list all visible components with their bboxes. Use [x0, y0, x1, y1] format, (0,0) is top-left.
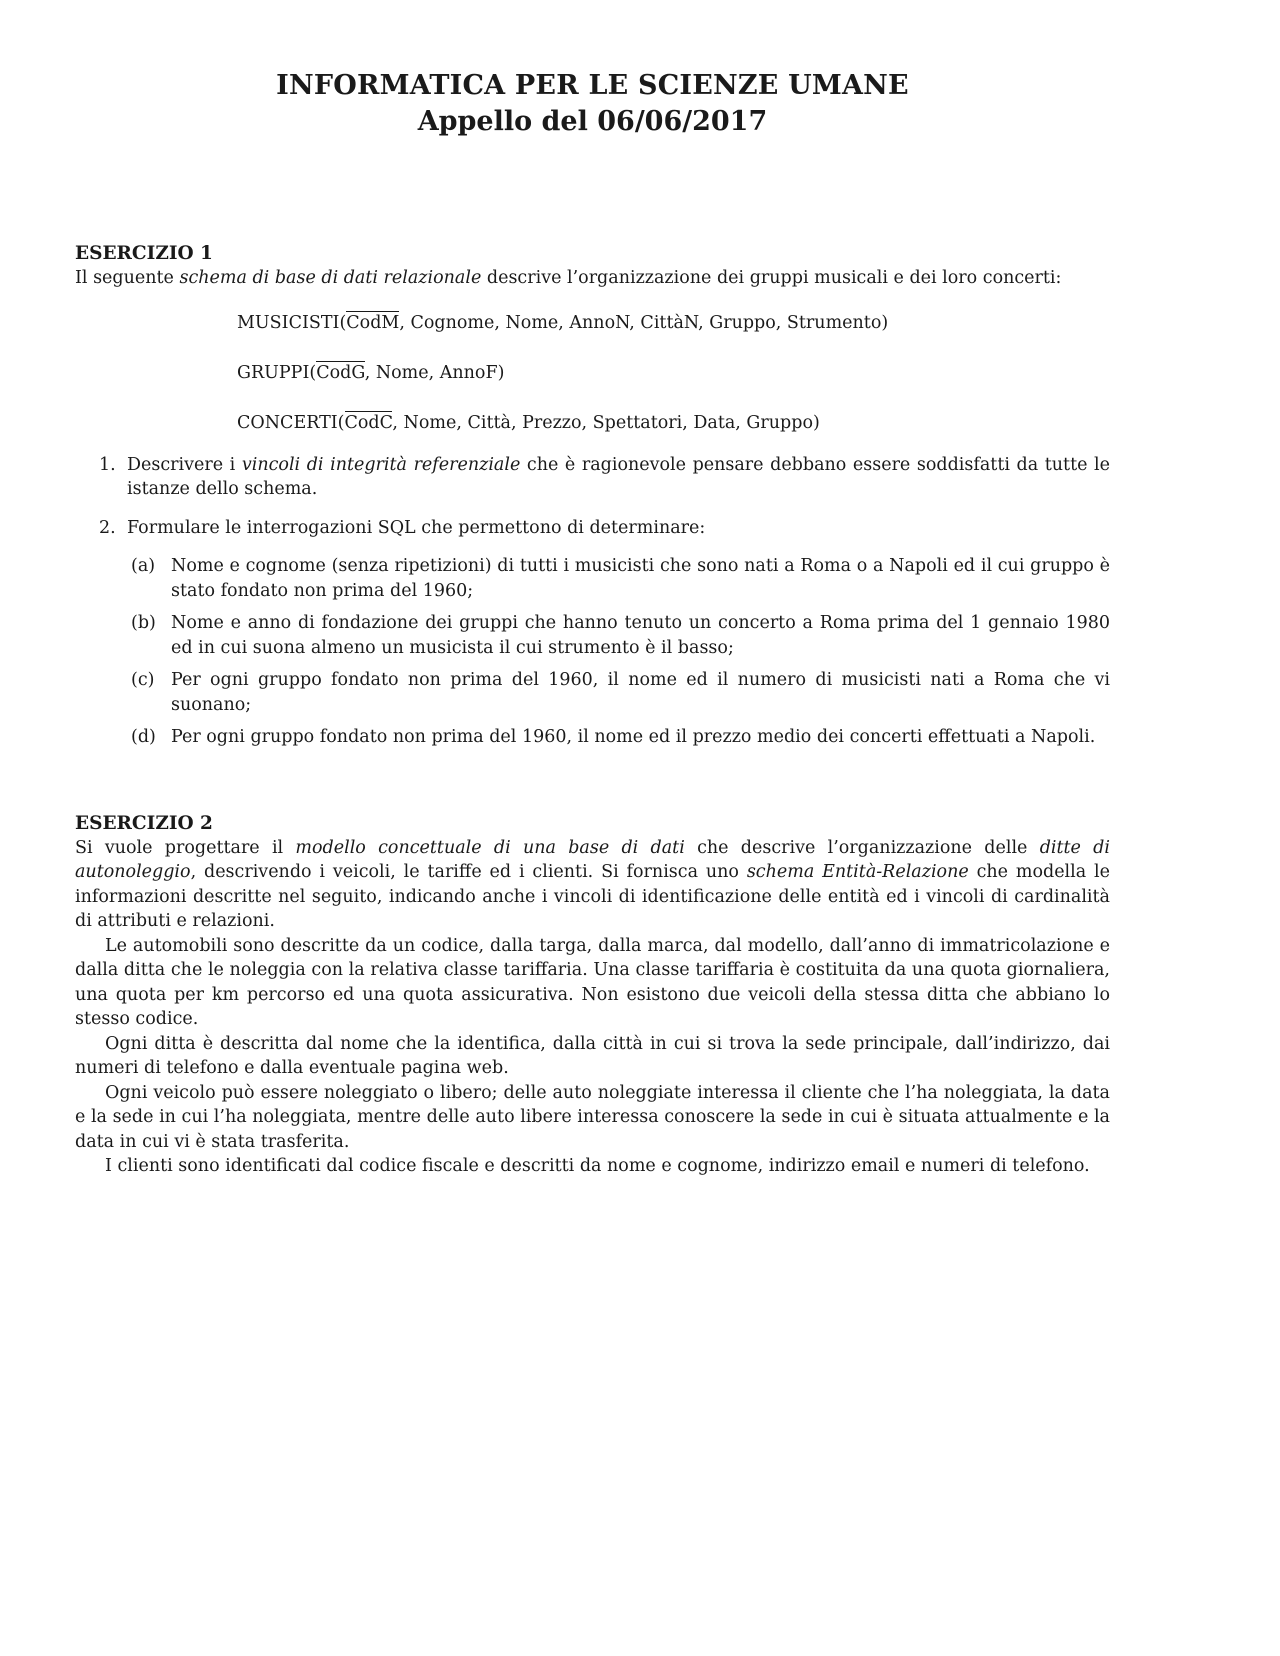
exercise-1-intro [75, 266, 1110, 291]
task-1 [75, 453, 1110, 502]
schema-concerti [237, 411, 1110, 435]
attributes: , Nome, AnnoF) [364, 362, 505, 383]
p1-text-c: , descrivendo i veicoli, le tariffe ed i clienti. Si fornisca uno [190, 862, 747, 882]
query-text: Nome e cognome (senza ripetizioni) di tutti i musicisti che sono nati a Roma o a Napoli ed il cui gruppo è stato fondato non prima del 1960; [171, 556, 1110, 601]
p1-text-a: Si vuole progettare il [75, 837, 296, 858]
task-1-text-b: che è ragionevole pensare debbano essere soddisfatti da tutte le istanze dello schema. [127, 454, 1110, 499]
primary-key: CodM [346, 312, 400, 333]
query-label: (a) [131, 556, 156, 576]
p1-text-d: che modella le informazioni descritte nel seguito, indicando anche i vincoli di identificazione delle entità ed i vincoli di cardinalità di attributi e relazioni. [75, 862, 1110, 931]
intro-text-2: descrive l’organizzazione dei gruppi musicali e dei loro concerti: [481, 268, 1062, 288]
task-2 [75, 516, 1110, 750]
primary-key: CodC [344, 412, 393, 433]
intro-text-1: Il seguente [75, 268, 180, 288]
schema-musicisti [237, 311, 1110, 335]
task-list [75, 453, 1110, 750]
query-label: (c) [131, 670, 155, 690]
query-list [127, 554, 1110, 750]
task-1-emphasis: vincoli di integrità referenziale [241, 454, 521, 475]
task-1-text [127, 453, 1110, 502]
exercise-2-paragraph-1 [75, 836, 1110, 934]
table-name: CONCERTI( [237, 412, 345, 433]
schema-gruppi [237, 361, 1110, 385]
p1-emphasis-3: schema Entità-Relazione [746, 862, 969, 882]
task-2-text: Formulare le interrogazioni SQL che permettono di determinare: [127, 517, 706, 538]
query-item [127, 554, 1110, 603]
p1-emphasis-2: ditte di autonoleggio [75, 837, 1110, 882]
query-item [127, 725, 1110, 750]
document-title: INFORMATICA PER LE SCIENZE UMANE [276, 70, 909, 101]
table-name: MUSICISTI( [237, 312, 347, 333]
query-text: Per ogni gruppo fondato non prima del 1960, il nome ed il prezzo medio dei concerti effettuati a Napoli. [171, 727, 1096, 747]
attributes: , Cognome, Nome, AnnoN, CittàN, Gruppo, Strumento) [399, 312, 889, 333]
exercise-1 [75, 242, 1110, 750]
query-item [127, 668, 1110, 717]
query-item [127, 611, 1110, 660]
relational-schema [237, 311, 1110, 435]
table-name: GRUPPI( [237, 362, 317, 383]
exercise-2-paragraph-5: I clienti sono identificati dal codice fiscale e descritti da nome e cognome, indirizzo email e numeri di telefono. [105, 1156, 1090, 1176]
intro-emphasis: schema di base di dati relazionale [179, 268, 482, 288]
query-text: Per ogni gruppo fondato non prima del 1960, il nome ed il numero di musicisti nati a Roma che vi suonano; [171, 670, 1110, 715]
exercise-2-paragraph-4: Ogni veicolo può essere noleggiato o libero; delle auto noleggiate interessa il cliente che l’ha noleggiata, la data e la sede in cui l’ha noleggiata, mentre delle auto libere interessa conoscere la sede in cui è situata attualmente e la data in cui vi è stata trasferita. [75, 1082, 1110, 1152]
task-number: 1. [99, 454, 116, 475]
exercise-2-paragraph-3: Ogni ditta è descritta dal nome che la identifica, dalla città in cui si trova la sede principale, dall’indirizzo, dai numeri di telefono e dalla eventuale pagina web. [75, 1033, 1110, 1078]
exercise-2-paragraph-2: Le automobili sono descritte da un codice, dalla targa, dalla marca, dal modello, dall’anno di immatricolazione e dalla ditta che le noleggia con la relativa classe tariffaria. Una classe tariffaria è costituita da una quota giornaliera, una quota per km percorso ed una quota assicurativa. Non esistono due veicoli della stessa ditta che abbiano lo stesso codice. [75, 935, 1110, 1029]
p1-emphasis-1: modello concettuale di una base di dati [295, 837, 685, 858]
query-label: (d) [131, 727, 156, 747]
exercise-2 [75, 812, 1110, 1179]
p1-text-b: che descrive l’organizzazione delle [684, 837, 1040, 858]
query-label: (b) [131, 613, 156, 633]
task-number: 2. [99, 517, 116, 538]
primary-key: CodG [316, 362, 365, 383]
exam-page [75, 68, 1110, 1179]
exercise-1-heading: ESERCIZIO 1 [75, 243, 213, 264]
query-text: Nome e anno di fondazione dei gruppi che hanno tenuto un concerto a Roma prima del 1 gennaio 1980 ed in cui suona almeno un musicista il cui strumento è il basso; [171, 613, 1110, 658]
exercise-2-heading: ESERCIZIO 2 [75, 812, 213, 834]
document-subtitle: Appello del 06/06/2017 [417, 106, 768, 137]
task-1-text-a: Descrivere i [127, 454, 242, 475]
attributes: , Nome, Città, Prezzo, Spettatori, Data, Gruppo) [392, 412, 820, 433]
